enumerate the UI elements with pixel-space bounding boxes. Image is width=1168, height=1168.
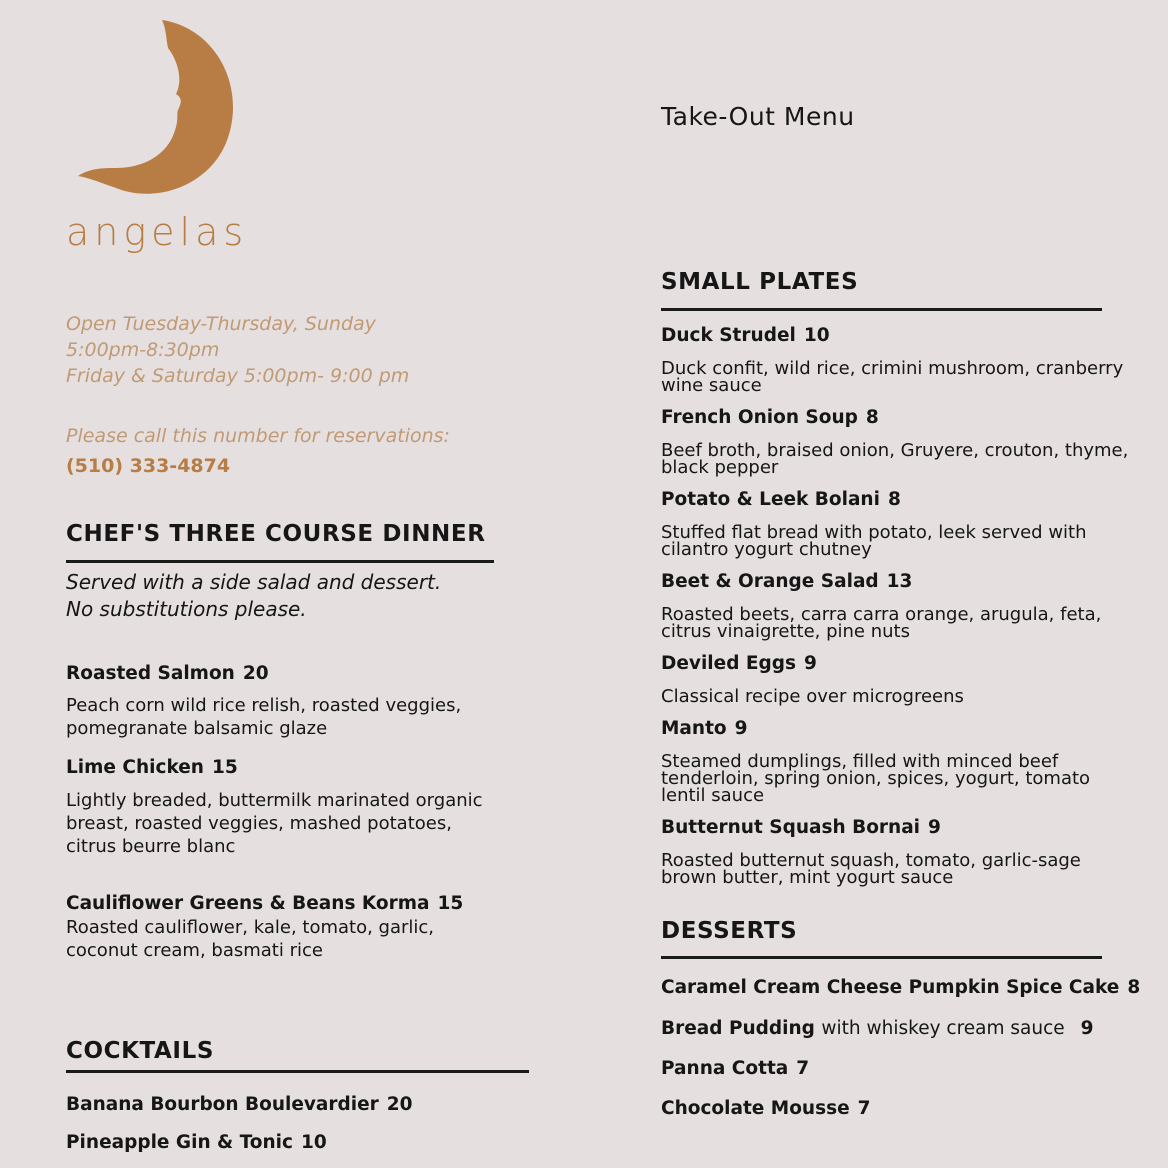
menu-item-name: Cauliflower Greens & Beans Korma 15 — [66, 893, 464, 914]
menu-item-name: Beet & Orange Salad 13 — [661, 571, 913, 592]
chef-dinner-heading: CHEF'S THREE COURSE DINNER — [66, 521, 486, 547]
note-line: Served with a side salad and dessert. — [66, 570, 442, 594]
menu-item-name: Deviled Eggs 9 — [661, 653, 817, 674]
menu-item-name: Potato & Leek Bolani 8 — [661, 489, 901, 510]
brand-name: angelas — [66, 210, 249, 254]
crescent-moon-face-icon — [76, 18, 241, 198]
menu-item-price: 8 — [1127, 977, 1141, 998]
reservation-prompt: Please call this number for reservations: — [66, 425, 450, 447]
hours-line: Friday & Saturday 5:00pm- 9:00 pm — [66, 365, 410, 387]
menu-item-price: 9 — [1080, 1018, 1094, 1039]
menu-item-price: 9 — [928, 817, 941, 838]
dessert-item: Chocolate Mousse 7 — [661, 1098, 871, 1119]
menu-item-price: 8 — [865, 407, 879, 428]
cocktail-item: Banana Bourbon Boulevardier 20 — [66, 1094, 413, 1115]
menu-item-price: 7 — [796, 1058, 810, 1079]
cocktail-item: Pineapple Gin & Tonic 10 — [66, 1132, 327, 1153]
menu-item-price: 10 — [300, 1132, 327, 1153]
menu-item-price: 8 — [887, 489, 901, 510]
note-line: No substitutions please. — [66, 597, 307, 621]
hours-line: Open Tuesday-Thursday, Sunday — [66, 313, 376, 335]
reservation-phone[interactable]: (510) 333-4874 — [66, 455, 231, 477]
section-divider — [661, 308, 1102, 311]
menu-item-description: Beef broth, braised onion, Gruyere, crouton, thyme, black pepper — [661, 440, 1129, 478]
desserts-heading: DESSERTS — [661, 918, 798, 944]
dessert-item: Panna Cotta 7 — [661, 1058, 810, 1079]
section-divider — [66, 1070, 529, 1073]
menu-item-description: Peach corn wild rice relish, roasted veggies, pomegranate balsamic glaze — [66, 695, 462, 739]
menu-item-description: Classical recipe over microgreens — [661, 686, 964, 707]
menu-item-price: 15 — [437, 893, 464, 914]
menu-item-description: Stuffed flat bread with potato, leek served with cilantro yogurt chutney — [661, 522, 1087, 560]
cocktails-heading: COCKTAILS — [66, 1038, 215, 1064]
menu-item-description: Lightly breaded, buttermilk marinated organic breast, roasted veggies, mashed potatoes, citrus beurre blanc — [66, 790, 483, 857]
menu-item-name: Manto 9 — [661, 718, 748, 739]
dessert-item: Caramel Cream Cheese Pumpkin Spice Cake 8 — [661, 977, 1141, 998]
section-divider — [661, 956, 1102, 959]
menu-item-price: 9 — [804, 653, 817, 674]
menu-item-price: 13 — [886, 571, 913, 592]
menu-item-price: 20 — [242, 663, 269, 684]
chef-dinner-note — [66, 569, 441, 623]
menu-item-description: Roasted cauliflower, kale, tomato, garlic, coconut cream, basmati rice — [66, 917, 435, 961]
hours-line: 5:00pm-8:30pm — [66, 339, 220, 361]
menu-item-name: French Onion Soup 8 — [661, 407, 879, 428]
menu-title: Take-Out Menu — [661, 102, 855, 131]
menu-item-price: 9 — [734, 718, 748, 739]
menu-item-price: 15 — [211, 757, 238, 778]
menu-item-name: Roasted Salmon 20 — [66, 663, 269, 684]
menu-item-name: Butternut Squash Bornai 9 — [661, 817, 941, 838]
opening-hours — [66, 311, 409, 389]
dessert-item: Bread Pudding with whiskey cream sauce 9 — [661, 1018, 1094, 1039]
menu-item-description: Roasted butternut squash, tomato, garlic-sage brown butter, mint yogurt sauce — [661, 850, 1081, 888]
menu-item-price: 10 — [803, 325, 830, 346]
small-plates-heading: SMALL PLATES — [661, 269, 859, 295]
menu-item-description: Steamed dumplings, filled with minced beef tenderloin, spring onion, spices, yogurt, tomato lentil sauce — [661, 751, 1091, 806]
menu-item-name: Duck Strudel 10 — [661, 325, 830, 346]
dessert-item-detail: with whiskey cream sauce — [821, 1018, 1065, 1039]
menu-item-price: 7 — [857, 1098, 871, 1119]
menu-item-description: Duck confit, wild rice, crimini mushroom, cranberry wine sauce — [661, 358, 1124, 396]
menu-item-description: Roasted beets, carra carra orange, arugula, feta, citrus vinaigrette, pine nuts — [661, 604, 1102, 642]
section-divider — [66, 560, 494, 563]
menu-item-name: Lime Chicken 15 — [66, 757, 238, 778]
menu-item-price: 20 — [386, 1094, 413, 1115]
